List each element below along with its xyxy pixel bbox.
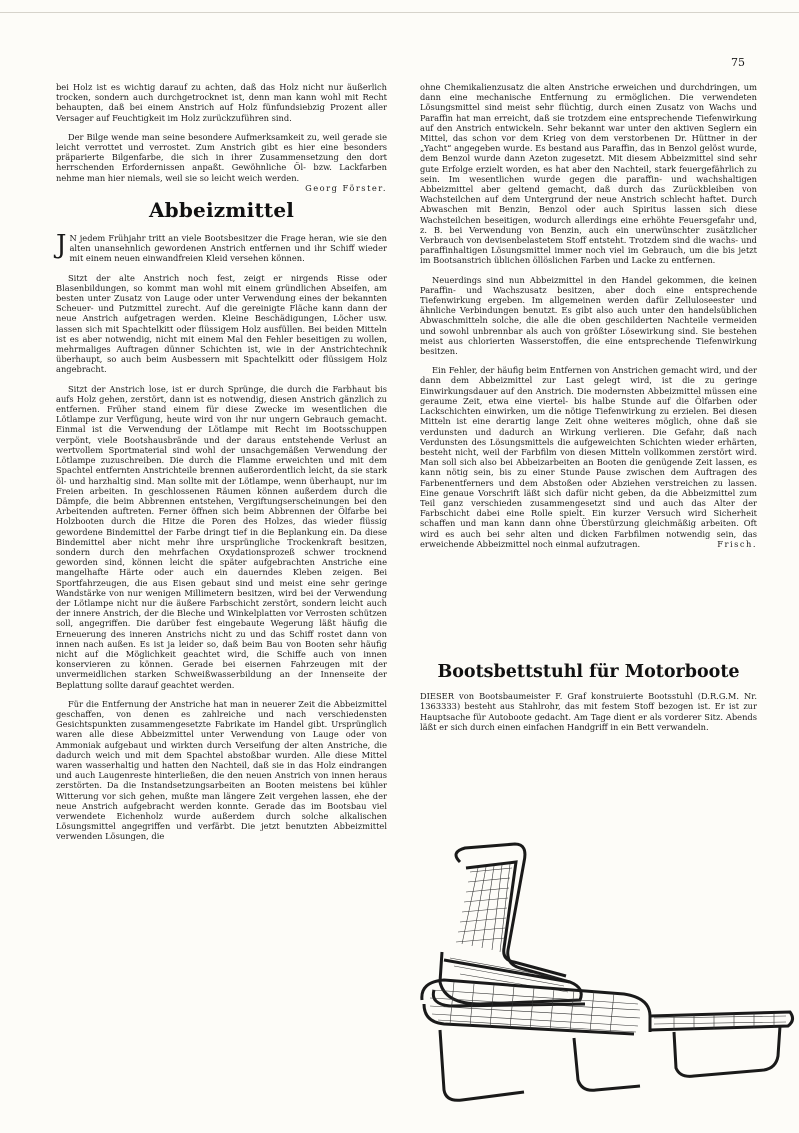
bilge-text: Der Bilge wende man seine besondere Aufmerksamkeit zu, weil gerade sie leicht verrottet und verrostet. Zum Anstrich gibt es hier eine besonders präparierte Bilgenfarbe, die sich in ihrer Zusammensetzung den dort herrschenden Erfordernissen anpaßt. Gewöhnliche Öl- bzw. Lackfarben nehme man hier niemals, weil sie so leicht weich werden. [56,131,387,183]
abbeiz-paragraph-2: Sitzt der alte Anstrich noch fest, zeigt er nirgends Risse oder Blasenbildungen, so kommt man wohl mit einem gründlichen Abseifen, am besten unter Zusatz von Lauge oder unter Verwendung eines der bekannten Scheuer- und Putzmittel zurecht. Auf die gereinigte Fläche kann dann der neue Anstrich aufgetragen werden. Kleine Beschädigungen, Löcher usw. lassen sich mit Spachtelkitt oder flüssigem Holz ausfüllen. Bei beiden Mitteln ist es aber notwendig, nicht mit einem Mal den Fehler beseitigen zu wollen, mehrmaliges Auftragen dünner Schichten ist, wie in der Anstrichtechnik überhaupt, so auch beim Ausbessern mit Spachtelkitt oder flüssigem Holz angebracht. [56,272,387,375]
bilge-paragraph [56,131,387,193]
right-column [420,82,757,732]
author-signature-frisch: Frisch. [717,538,757,549]
abbeiz-paragraph-4: Für die Entfernung der Anstriche hat man in neuerer Zeit die Abbeizmittel geschaffen, von denen es zahlreiche und nach verschiedensten Gesichtspunkten zusammengesetzte Fabrikate im Handel gibt. Ursprünglich waren alle diese Abbeizmittel unter Verwendung von Lauge oder von Ammoniak aufgebaut und wirkten durch Verseifung der alten Anstriche, die dadurch weich und mit dem Spachtel abstoßbar wurden. Alle diese Mittel waren wasserhaltig und hatten den Nachteil, daß sie in das Holz eindrangen und auch Laugenreste hinterließen, die den neuen Anstrich von innen heraus zerstörten. Da die Instandsetzungsarbeiten an Booten meistens bei kühler Witterung vor sich gehen, mußte man längere Zeit vergehen lassen, ehe der neue Anstrich aufgebracht werden konnte. Gerade das im Bootsbau viel verwendete Eichenholz wurde außerdem durch solche alkalischen Lösungsmittel angegriffen und verfärbt. Die jetzt benutzten Abbeizmittel verwenden Lösungen, die [56,698,387,842]
abbeiz-paragraph-1 [56,230,387,264]
page-number: 75 [731,56,745,69]
bootsbettstuhl-paragraph: DIESER von Bootsbaumeister F. Graf konstruierte Bootsstuhl (D.R.G.M. Nr. 1363333) besteht aus Stahlrohr, das mit festem Stoff bezogen ist. Er ist zur Hauptsache für Autoboote gedacht. Am Tage dient er als vorderer Sitz. Abends läßt er sich durch einen einfachen Handgriff in ein Bett verwandeln. [420,691,757,732]
abbeiz-paragraph-6: Neuerdings sind nun Abbeizmittel in den Handel gekommen, die keinen Paraffin- und Wachszusatz besitzen, aber doch eine entsprechende Tiefenwirkung ergeben. Im allgemeinen werden dafür Zelluloseester und ähnliche Verbindungen benutzt. Es gibt also auch unter den handelsüblichen Abwaschmitteln solche, die alle die oben geschilderten Nachteile vermeiden und sowohl unbrennbar als auch von größter Lösewirkung sind. Sie bestehen meist aus chlorierten Wasserstoffen, die eine entsprechende Tiefenwirkung besitzen. [420,274,757,357]
abbeiz-paragraph-7 [420,365,757,549]
author-signature: Georg Förster. [305,182,387,193]
top-rule [0,12,799,13]
bed-illustration [414,960,796,1110]
abbeiz-paragraph-5: ohne Chemikalienzusatz die alten Anstriche erweichen und durchdringen, um dann eine mechanische Entfernung zu ermöglichen. Die verwendeten Lösungsmittel sind meist sehr flüchtig, durch einen Zusatz von Wachs und Paraffin hat man erreicht, daß sie trotzdem eine entsprechende Tiefenwirkung auf den Anstrich entwickeln. Sehr bekannt war unter den aktiven Seglern ein Mittel, das schon vor dem Krieg von dem verstorbenen Dr. Hüttner in der „Yacht“ angegeben wurde. Es bestand aus Paraffin, das in Benzol gelöst wurde, dem Benzol wurde dann Azeton zugesetzt. Mit diesem Abbeizmittel sind sehr gute Erfolge erzielt worden, es hat aber den Nachteil, stark feuergefährlich zu sein. Im wesentlichen wurde gegen die paraffin- und wachshaltigen Abbeizmittel aber geltend gemacht, daß durch das Zurückbleiben von Wachsteilchen auf dem Untergrund der neue Anstrich schlecht haftet. Durch Abwaschen mit Benzin, Benzol oder auch Spiritus lassen sich diese Wachsteilchen beseitigen, wodurch allerdings eine erhöhte Feuersgefahr und, z. B. bei Verwendung von Benzin, auch ein unerwünschter zusätzlicher Verbrauch von devisenbelastetem Stoff entsteht. Trotzdem sind die wachs- und paraffinhaltigen Lösungsmittel immer noch viel im Gebrauch, um die bis jetzt im Bootsanstrich üblichen öllöslichen Farben und Lacke zu entfernen. [420,82,757,266]
article-heading-bootsbettstuhl: Bootsbettstuhl für Motorboote [437,661,740,682]
intro-paragraph: bei Holz ist es wichtig darauf zu achten, daß das Holz nicht nur äußerlich trocken, sondern auch durchgetrocknet ist, denn man kann wohl mit Recht behaupten, daß bei einem Anstrich auf Holz fünfundsiebzig Prozent aller Versager auf Feuchtigkeit im Holz zurückzuführen sind. [56,82,387,123]
drop-cap: J [56,230,67,261]
left-column [56,82,387,842]
abbeiz-paragraph-7-text: Ein Fehler, der häufig beim Entfernen von Anstrichen gemacht wird, und der dann dem Abbeizmittel zur Last gelegt wird, ist die zu geringe Einwirkungsdauer auf den Anstrich. Die modernsten Abbeizmittel müssen eine geraume Zeit, etwa eine viertel- bis halbe Stunde auf die Ölfarben oder Lackschichten einwirken, um die nötige Tiefenwirkung zu erzielen. Bei diesen Mitteln ist eine derartig lange Zeit ohne weiteres möglich, ohne daß sie verdunsten und dadurch an Wirkung verlieren. Die Gefahr, daß nach Verdunsten des Lösungsmittels die aufgeweichten Schichten wieder erhärten, besteht nicht, weil der Farbfilm von diesen Mitteln vollkommen zerstört wird. Man soll sich also bei Abbeizarbeiten an Booten die genügende Zeit lassen, es kann nötig sein, bis zu einer Stunde Pause zwischen dem Auftragen des Farbenentferners und dem Abstoßen oder Abziehen verstreichen zu lassen. Eine genaue Vorschrift läßt sich dafür nicht geben, da die Abbeizmittel zum Teil ganz verschieden zusammengesetzt sind und auch das Alter der Farbschicht dabei eine Rolle spielt. Ein kurzer Versuch wird Sicherheit schaffen und man kann dann ohne Überstürzung gleichmäßig arbeiten. Oft wird es auch bei sehr alten und dicken Farbfilmen notwendig sein, das erweichende Abbeizmittel noch einmal aufzutragen. [420,365,757,549]
abbeiz-paragraph-3: Sitzt der Anstrich lose, ist er durch Sprünge, die durch die Farbhaut bis aufs Holz gehen, zerstört, dann ist es notwendig, diesen Anstrich gänzlich zu entfernen. Früher stand einem für diese Zwecke im wesentlichen die Lötlampe zur Verfügung, heute wird von ihr nur ungern Gebrauch gemacht. Einmal ist die Verwendung der Lötlampe mit Recht im Bootsschuppen verpönt, viele Bootshausbrände und der daraus entstehende Verlust an wertvollem Sportmaterial sind wohl der unsachgemäßen Verwendung der Lötlampe zuzuschreiben. Die durch die Flamme erweichten und mit dem Spachtel entfernten Anstrichteile brennen außerordentlich leicht, da sie stark öl- und harzhaltig sind. Man sollte mit der Lötlampe, wenn überhaupt, nur im Freien arbeiten. In geschlossenen Räumen können außerdem durch die Dämpfe, die beim Abbrennen entstehen, Vergiftungserscheinungen bei den Arbeitenden auftreten. Ferner öffnen sich beim Abbrennen der Ölfarbe bei Holzbooten durch die Hitze die Poren des Holzes, das wieder flüssig gewordene Bindemittel der Farbe dringt tief in die Beplankung ein. Da diese Bindemittel aber nicht mehr ihre ursprüngliche Trockenkraft besitzen, sondern durch den mehrfachen Oxydationsprozeß schwer trocknend geworden sind, können leicht die später aufgebrachten Anstriche eine mangelhafte Härte oder auch ein dauerndes Kleben zeigen. Bei Sportfahrzeugen, die aus Eisen gebaut sind und meist eine sehr geringe Wandstärke von nur wenigen Millimetern besitzen, wird bei der Verwendung der Lötlampe nicht nur die äußere Farbschicht zerstört, sondern leicht auch der innere Anstrich, der die Bleche und Winkelplatten vor Verrosten schützen soll, angegriffen. Die darüber fest eingebaute Wegerung läßt häufig die Erneuerung des inneren Anstrichs nicht zu und das Schiff rostet dann von innen nach außen. Es ist ja leider so, daß beim Bau von Booten sehr häufig nicht auf die Möglichkeit geachtet wird, die Schiffe auch von innen konservieren zu können. Gerade bei eisernen Fahrzeugen mit der unvermeidlichen starken Schweißwasserbildung an der Innenseite der Beplattung sollte darauf geachtet werden. [56,383,387,690]
abbeiz-paragraph-1-text: N jedem Frühjahr tritt an viele Bootsbesitzer die Frage heran, wie sie den alten unansehnlich gewordenen Anstrich entfernen und ihr Schiff wieder mit einem neuen einwandfreien Kleid versehen können. [69,233,387,264]
article-heading-abbeizmittel: Abbeizmittel [148,197,295,222]
